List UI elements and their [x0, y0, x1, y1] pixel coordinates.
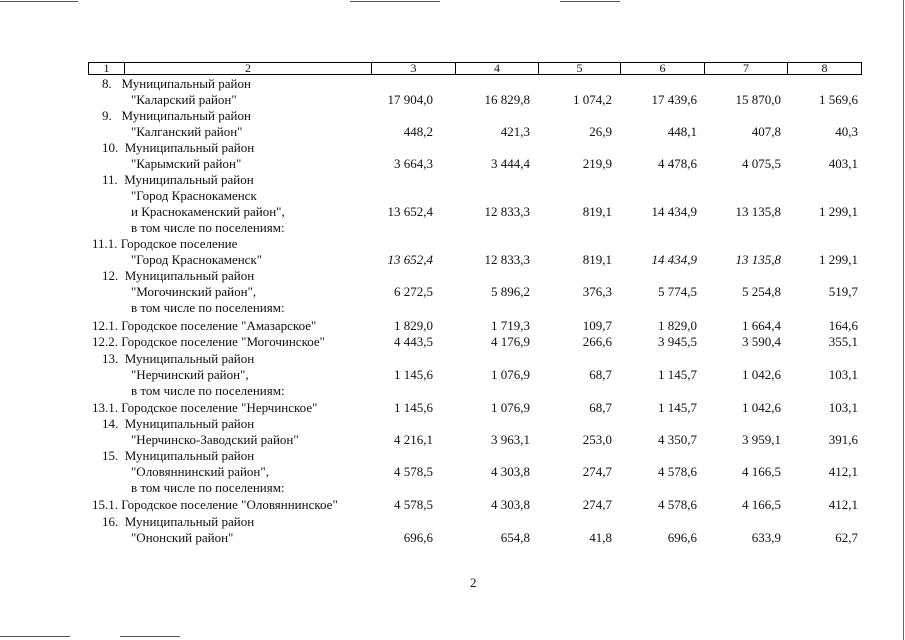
row-value-col-4: 12 833,3	[484, 252, 530, 267]
row-label-line: 11.1. Городское поселение	[92, 236, 238, 251]
row-value-col-6: 4 578,6	[658, 497, 697, 512]
row-value-col-7: 3 590,4	[742, 334, 781, 349]
row-label-line: "Нерчинско-Заводский район"	[131, 432, 299, 447]
row-label-line: 15.1. Городское поселение "Оловяннинское"	[92, 497, 338, 512]
row-value-col-6: 4 350,7	[658, 432, 697, 447]
table-row	[0, 140, 905, 172]
row-value-col-5: 253,0	[582, 432, 612, 447]
row-label-line: и Краснокаменский район",	[131, 204, 285, 219]
row-label-line: 12. Муниципальный район	[102, 268, 255, 283]
row-value-col-7: 407,8	[751, 124, 781, 139]
row-value-col-5: 26,9	[589, 124, 612, 139]
table-row	[0, 236, 905, 268]
row-value-col-5: 109,7	[582, 318, 612, 333]
table-row	[0, 351, 905, 399]
row-value-col-8: 519,7	[828, 284, 858, 299]
row-value-col-4: 5 896,2	[491, 284, 530, 299]
row-value-col-4: 3 963,1	[491, 432, 530, 447]
row-value-col-6: 14 434,9	[651, 252, 697, 267]
row-label-line: 8. Муниципальный район	[102, 76, 251, 91]
row-value-col-3: 4 443,5	[394, 334, 433, 349]
row-label-line: "Нерчинский район",	[131, 367, 249, 382]
row-label-line: "Город Краснокаменск	[131, 188, 257, 203]
scan-edge-bottom-left	[0, 636, 70, 637]
row-value-col-8: 1 569,6	[819, 92, 858, 107]
row-value-col-4: 16 829,8	[484, 92, 530, 107]
header-col-2: 2	[125, 63, 372, 74]
row-value-col-8: 403,1	[828, 156, 858, 171]
row-value-col-7: 633,9	[751, 530, 781, 545]
table-row	[0, 334, 905, 350]
row-value-col-5: 274,7	[582, 464, 612, 479]
row-value-col-4: 4 303,8	[491, 497, 530, 512]
table-row	[0, 448, 905, 496]
row-label-line: в том числе по поселениям:	[131, 480, 285, 495]
row-value-col-5: 274,7	[582, 497, 612, 512]
table-row	[0, 400, 905, 416]
row-value-col-6: 4 578,6	[658, 464, 697, 479]
row-label-line: "Могочинский район",	[131, 284, 257, 299]
row-value-col-5: 819,1	[582, 204, 612, 219]
table-header	[88, 62, 862, 75]
table-row	[0, 514, 905, 546]
row-value-col-4: 1 719,3	[491, 318, 530, 333]
row-label-line: 12.1. Городское поселение "Амазарское"	[92, 318, 317, 333]
row-value-col-7: 1 042,6	[742, 367, 781, 382]
row-value-col-8: 164,6	[828, 318, 858, 333]
header-col-6: 6	[621, 63, 705, 74]
row-value-col-3: 13 652,4	[387, 204, 433, 219]
table-row	[0, 318, 905, 334]
row-label-line: 16. Муниципальный район	[102, 514, 255, 529]
row-label-line: "Каларский район"	[131, 92, 237, 107]
row-value-col-3: 1 145,6	[394, 400, 433, 415]
row-value-col-6: 14 434,9	[651, 204, 697, 219]
row-label-line: 15. Муниципальный район	[102, 448, 255, 463]
scan-edge-top-left	[0, 1, 78, 2]
row-value-col-3: 4 578,5	[394, 497, 433, 512]
row-value-col-5: 1 074,2	[573, 92, 612, 107]
table-row	[0, 497, 905, 513]
row-value-col-6: 1 145,7	[658, 400, 697, 415]
row-value-col-4: 421,3	[500, 124, 530, 139]
row-value-col-7: 4 166,5	[742, 464, 781, 479]
row-value-col-4: 1 076,9	[491, 367, 530, 382]
row-value-col-8: 1 299,1	[819, 204, 858, 219]
scan-edge-top-mid	[350, 1, 440, 2]
table-row	[0, 416, 905, 448]
row-value-col-3: 4 578,5	[394, 464, 433, 479]
row-value-col-6: 448,1	[667, 124, 697, 139]
row-value-col-3: 13 652,4	[387, 252, 433, 267]
row-value-col-3: 6 272,5	[394, 284, 433, 299]
table-row	[0, 76, 905, 108]
row-label-line: в том числе по поселениям:	[131, 220, 285, 235]
row-value-col-8: 412,1	[828, 497, 858, 512]
scan-edge-bottom-mid	[120, 636, 180, 637]
table-row	[0, 172, 905, 236]
row-value-col-6: 1 145,7	[658, 367, 697, 382]
row-value-col-8: 103,1	[828, 400, 858, 415]
table-row	[0, 268, 905, 316]
row-value-col-8: 355,1	[828, 334, 858, 349]
row-label-line: 11. Муниципальный район	[102, 172, 254, 187]
row-value-col-5: 376,3	[582, 284, 612, 299]
row-label-line: 10. Муниципальный район	[102, 140, 255, 155]
row-value-col-3: 1 829,0	[394, 318, 433, 333]
row-label-line: в том числе по поселениям:	[131, 300, 285, 315]
row-label-line: 13.1. Городское поселение "Нерчинское"	[92, 400, 318, 415]
row-label-line: в том числе по поселениям:	[131, 383, 285, 398]
row-value-col-4: 1 076,9	[491, 400, 530, 415]
row-value-col-3: 3 664,3	[394, 156, 433, 171]
row-value-col-4: 3 444,4	[491, 156, 530, 171]
row-label-line: "Оловяннинский район",	[131, 464, 269, 479]
row-value-col-6: 3 945,5	[658, 334, 697, 349]
page-number: 2	[470, 575, 477, 590]
row-value-col-7: 13 135,8	[735, 252, 781, 267]
row-value-col-7: 13 135,8	[735, 204, 781, 219]
row-label-line: 12.2. Городское поселение "Могочинское"	[92, 334, 325, 349]
row-value-col-7: 4 166,5	[742, 497, 781, 512]
row-label-line: "Ононский район"	[131, 530, 234, 545]
row-value-col-4: 4 303,8	[491, 464, 530, 479]
row-value-col-8: 391,6	[828, 432, 858, 447]
row-label-line: "Калганский район"	[131, 124, 243, 139]
table-row	[0, 108, 905, 140]
row-label-line: "Карымский район"	[131, 156, 242, 171]
row-value-col-8: 103,1	[828, 367, 858, 382]
row-value-col-3: 1 145,6	[394, 367, 433, 382]
header-col-3: 3	[372, 63, 456, 74]
row-label-line: 9. Муниципальный район	[102, 108, 251, 123]
row-value-col-6: 5 774,5	[658, 284, 697, 299]
row-value-col-4: 654,8	[500, 530, 530, 545]
row-value-col-8: 40,3	[835, 124, 858, 139]
row-value-col-8: 1 299,1	[819, 252, 858, 267]
row-value-col-3: 17 904,0	[387, 92, 433, 107]
row-value-col-4: 12 833,3	[484, 204, 530, 219]
row-value-col-5: 266,6	[582, 334, 612, 349]
row-value-col-7: 1 664,4	[742, 318, 781, 333]
row-value-col-6: 4 478,6	[658, 156, 697, 171]
row-label-line: 14. Муниципальный район	[102, 416, 255, 431]
row-value-col-3: 696,6	[403, 530, 433, 545]
row-value-col-3: 4 216,1	[394, 432, 433, 447]
row-value-col-8: 62,7	[835, 530, 858, 545]
row-value-col-5: 68,7	[589, 400, 612, 415]
header-col-8: 8	[821, 61, 828, 75]
header-col-5: 5	[539, 63, 621, 74]
scan-edge-top-right	[560, 1, 620, 2]
row-value-col-8: 412,1	[828, 464, 858, 479]
header-col-4: 4	[456, 63, 539, 74]
row-label-line: 13. Муниципальный район	[102, 351, 255, 366]
row-value-col-7: 5 254,8	[742, 284, 781, 299]
row-value-col-3: 448,2	[403, 124, 433, 139]
row-value-col-7: 1 042,6	[742, 400, 781, 415]
row-value-col-6: 696,6	[667, 530, 697, 545]
row-label-line: "Город Краснокаменск"	[131, 252, 263, 267]
row-value-col-4: 4 176,9	[491, 334, 530, 349]
row-value-col-6: 1 829,0	[658, 318, 697, 333]
row-value-col-7: 15 870,0	[735, 92, 781, 107]
header-col-1: 1	[89, 63, 125, 74]
row-value-col-5: 41,8	[589, 530, 612, 545]
row-value-col-5: 819,1	[582, 252, 612, 267]
row-value-col-6: 17 439,6	[651, 92, 697, 107]
header-col-7: 7	[705, 63, 788, 74]
row-value-col-7: 4 075,5	[742, 156, 781, 171]
row-value-col-5: 68,7	[589, 367, 612, 382]
row-value-col-5: 219,9	[582, 156, 612, 171]
row-value-col-7: 3 959,1	[742, 432, 781, 447]
